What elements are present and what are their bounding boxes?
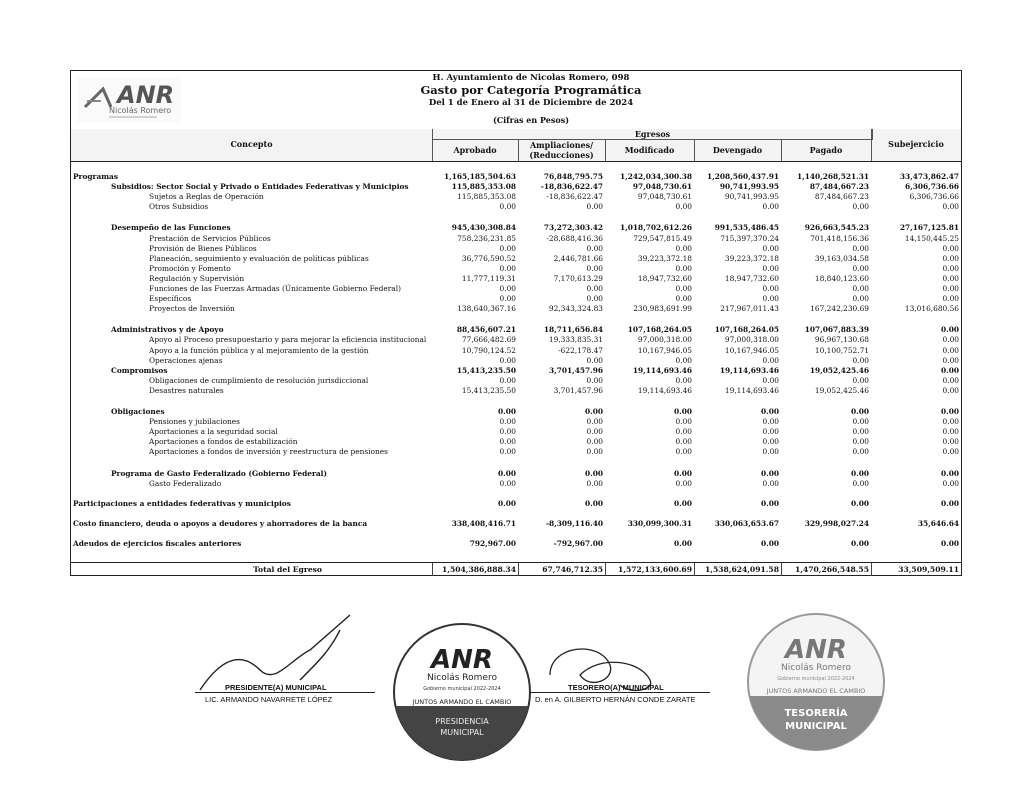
total-row [71, 562, 961, 576]
row-label: Operaciones ajenas [149, 355, 223, 365]
row-value: 0.00 [942, 478, 959, 488]
row-value: 0.00 [942, 253, 959, 263]
row-value: 19,114,693.46 [724, 385, 779, 395]
row-value: 0.00 [675, 417, 692, 427]
row-label: Subsidios: Sector Social y Privado o Entidades Federativas y Municipios [111, 182, 409, 192]
row-value: 0.00 [586, 447, 603, 457]
total-devengado: 1,538,624,091.58 [694, 563, 781, 576]
row-value: 1,140,268,521.31 [796, 172, 869, 181]
row-value: 330,099,300.31 [627, 518, 692, 528]
row-label: Obligaciones [111, 407, 165, 416]
row-value: 0.00 [586, 355, 603, 365]
row-value: 0.00 [675, 284, 692, 293]
row-value: 0.00 [852, 437, 869, 447]
row-value: 0.00 [850, 498, 869, 508]
row-label: Participaciones a entidades federativas y municipios [73, 498, 291, 508]
table-row [71, 172, 961, 182]
table-row [71, 304, 961, 314]
row-value: 0.00 [762, 447, 779, 457]
row-value: 19,114,693.46 [637, 385, 692, 395]
row-value: 0.00 [586, 375, 603, 385]
table-row [71, 447, 961, 457]
table-row [71, 356, 961, 366]
row-value: 0.00 [762, 478, 779, 488]
row-value: 90,741,993.95 [724, 192, 779, 202]
row-value: 330,063,653.67 [714, 518, 779, 528]
table-row [71, 366, 961, 376]
table-row [71, 469, 961, 479]
row-value: 10,167,946.05 [637, 345, 692, 355]
row-value: 0.00 [760, 407, 779, 416]
row-value: 36,776,590.52 [461, 253, 516, 263]
row-label: Planeación, seguimiento y evaluación de políticas públicas [149, 253, 369, 263]
svg-text:TESORERÍA: TESORERÍA [784, 708, 848, 719]
row-value: 73,272,303.42 [543, 223, 603, 233]
table-row [71, 254, 961, 264]
table-row [71, 264, 961, 274]
total-aprobado: 1,504,386,888.34 [432, 563, 518, 576]
row-label: Desempeño de las Funciones [111, 223, 231, 233]
total-ampliaciones: 67,746,712.35 [518, 563, 605, 576]
row-value: 0.00 [762, 417, 779, 427]
row-value: 0.00 [852, 447, 869, 457]
row-value: 0.00 [499, 437, 516, 447]
row-value: 0.00 [499, 478, 516, 488]
row-value: -18,836,622.47 [540, 182, 603, 192]
row-value: 0.00 [852, 375, 869, 385]
row-value: 0.00 [852, 202, 869, 212]
row-value: 88,456,607.21 [456, 325, 516, 335]
row-value: 0.00 [499, 427, 516, 437]
row-value: 0.00 [673, 538, 692, 548]
row-value: 19,114,693.46 [719, 365, 779, 375]
row-value: 14,150,445.25 [904, 233, 959, 243]
row-value: 3,701,457.96 [553, 385, 603, 395]
row-value: 0.00 [586, 243, 603, 253]
table-row [71, 284, 961, 294]
row-value: 0.00 [852, 355, 869, 365]
row-value: 0.00 [852, 478, 869, 488]
row-value: 0.00 [850, 538, 869, 548]
row-value: 0.00 [586, 417, 603, 427]
row-value: 0.00 [586, 263, 603, 273]
row-value: 991,535,486.45 [714, 223, 779, 233]
row-value: 0.00 [499, 355, 516, 365]
row-value: 19,114,693.46 [632, 365, 692, 375]
table-row [71, 244, 961, 254]
row-value: 27,167,125.81 [899, 223, 959, 233]
row-value: -622,178.47 [558, 345, 603, 355]
row-label: Desastres naturales [149, 385, 224, 395]
row-value: 7,170,613.29 [553, 273, 603, 283]
row-value: 2,446,781.66 [553, 253, 603, 263]
table-row [71, 192, 961, 202]
row-value: 0.00 [940, 365, 959, 375]
row-value: 0.00 [499, 284, 516, 293]
table-row [71, 519, 961, 529]
row-value: 0.00 [942, 345, 959, 355]
row-value: -18,836,622.47 [546, 192, 603, 202]
row-label: Compromisos [111, 365, 168, 375]
row-value: 0.00 [499, 263, 516, 273]
col-reducciones: (Reducciones) [529, 150, 594, 160]
svg-text:JUNTOS ARMANDO EL CAMBIO: JUNTOS ARMANDO EL CAMBIO [412, 698, 512, 706]
row-value: 167,242,230.69 [810, 304, 869, 314]
table-row [71, 182, 961, 192]
row-value: 0.00 [586, 284, 603, 293]
row-value: 0.00 [497, 468, 516, 478]
row-value: 230,983,691.99 [633, 304, 692, 314]
row-value: 13,016,680.56 [904, 304, 959, 314]
row-value: 0.00 [584, 498, 603, 508]
row-value: 0.00 [762, 437, 779, 447]
row-value: 0.00 [762, 202, 779, 212]
row-value: 0.00 [497, 407, 516, 416]
row-value: 39,223,372.18 [724, 253, 779, 263]
row-label: Específicos [149, 294, 192, 304]
row-value: 715,397,370.24 [720, 233, 779, 243]
org-name: H. Ayuntamiento de Nicolas Romero, 098 [432, 73, 630, 83]
row-value: 18,947,732.60 [724, 273, 779, 283]
svg-text:Nicolás Romero: Nicolás Romero [427, 673, 497, 683]
row-value: 0.00 [584, 407, 603, 416]
row-value: 0.00 [942, 447, 959, 457]
row-value: 0.00 [942, 202, 959, 212]
row-value: 338,408,416.71 [451, 518, 516, 528]
row-value: 115,885,353.08 [451, 182, 516, 192]
row-value: 97,000,318.00 [637, 335, 692, 345]
row-value: 10,100,752.71 [814, 345, 869, 355]
table-row [71, 417, 961, 427]
row-value: 0.00 [762, 284, 779, 293]
row-value: 96,967,130.68 [814, 335, 869, 345]
row-value: 0.00 [942, 385, 959, 395]
row-value: 107,168,264.05 [627, 325, 692, 335]
row-value: 0.00 [586, 294, 603, 304]
table-row [71, 437, 961, 447]
report-sheet [70, 70, 962, 576]
row-value: 115,885,353.08 [457, 192, 516, 202]
row-label: Costo financiero, deuda o apoyos a deudores y ahorradores de la banca [73, 518, 368, 528]
row-value: 0.00 [762, 427, 779, 437]
row-value: 0.00 [673, 407, 692, 416]
row-value: 33,473,862.47 [899, 172, 959, 181]
col-concepto: Concepto [230, 139, 273, 149]
row-value: 39,163,034.58 [814, 253, 869, 263]
row-value: 15,413,235.50 [461, 385, 516, 395]
row-value: 0.00 [850, 407, 869, 416]
table-row [71, 223, 961, 233]
row-value: 76,848,795.75 [543, 172, 603, 181]
row-value: 87,484,667.23 [814, 192, 869, 202]
row-value: 0.00 [675, 355, 692, 365]
row-label: Funciones de las Fuerzas Armadas (Únicamente Gobierno Federal) [149, 284, 401, 293]
row-label: Adeudos de ejercicios fiscales anteriores [73, 538, 242, 548]
col-aprobado: Aprobado [453, 145, 497, 155]
row-value: 90,741,993.95 [719, 182, 779, 192]
row-value: 0.00 [942, 243, 959, 253]
logo-brand: ANR [117, 81, 175, 109]
row-value: 1,165,185,504.63 [443, 172, 516, 181]
logo-town: Nicolás Romero [109, 106, 172, 115]
row-value: 0.00 [499, 294, 516, 304]
treasurer-name: D. en A. GILBERTO HERNÁN CONDE ZARATE [535, 695, 696, 704]
table-row [71, 479, 961, 489]
row-value: 701,418,156.36 [810, 233, 869, 243]
row-label: Pensiones y jubilaciones [149, 417, 240, 427]
president-name: LIC. ARMANDO NAVARRETE LÓPEZ [205, 695, 333, 704]
row-value: 0.00 [499, 417, 516, 427]
row-label: Aportaciones a fondos de estabilización [149, 437, 298, 447]
table-row [71, 427, 961, 437]
row-value: -28,688,416.36 [546, 233, 603, 243]
row-value: 97,048,730.61 [632, 182, 692, 192]
row-value: 0.00 [850, 468, 869, 478]
row-label: Apoyo a la función pública y al mejoramiento de la gestión [149, 345, 369, 355]
row-value: 3,701,457.96 [548, 365, 603, 375]
treasurer-title: TESORERO(A) MUNICIPAL [568, 683, 664, 692]
row-value: 0.00 [675, 243, 692, 253]
row-value: 0.00 [940, 407, 959, 416]
row-value: 0.00 [586, 202, 603, 212]
row-label: Aportaciones a la seguridad social [149, 427, 278, 437]
row-value: 19,052,425.46 [814, 385, 869, 395]
row-value: 107,067,883.39 [804, 325, 869, 335]
svg-text:MUNICIPAL: MUNICIPAL [785, 721, 847, 732]
row-label: Obligaciones de cumplimiento de resolución jurisdiccional [149, 375, 369, 385]
svg-text:ANR: ANR [431, 645, 493, 675]
total-subejercicio: 33,509,509.11 [871, 563, 961, 576]
row-value: 0.00 [675, 447, 692, 457]
row-value: 0.00 [760, 538, 779, 548]
row-value: 0.00 [762, 294, 779, 304]
row-value: 0.00 [675, 437, 692, 447]
row-value: 10,167,946.05 [724, 345, 779, 355]
svg-text:ANR: ANR [785, 635, 847, 665]
treasury-seal [746, 612, 886, 752]
row-value: 18,947,732.60 [637, 273, 692, 283]
column-header [71, 129, 961, 162]
svg-text:Nicolás Romero: Nicolás Romero [781, 663, 851, 673]
row-value: 0.00 [760, 498, 779, 508]
col-subejercicio: Subejercicio [888, 139, 944, 149]
president-title: PRESIDENTE(A) MUNICIPAL [225, 683, 327, 692]
col-devengado: Devengado [712, 145, 763, 155]
row-value: 0.00 [940, 498, 959, 508]
row-label: Sujetos a Reglas de Operación [149, 192, 264, 202]
row-value: 0.00 [942, 355, 959, 365]
row-value: 0.00 [497, 498, 516, 508]
row-value: 0.00 [762, 263, 779, 273]
row-value: 0.00 [942, 335, 959, 345]
row-value: 0.00 [852, 294, 869, 304]
row-value: 0.00 [852, 417, 869, 427]
row-value: 15,413,235.50 [456, 365, 516, 375]
row-value: 0.00 [942, 427, 959, 437]
row-value: 0.00 [852, 427, 869, 437]
row-value: 0.00 [499, 447, 516, 457]
row-value: 0.00 [940, 325, 959, 335]
table-row [71, 234, 961, 244]
row-value: 0.00 [673, 468, 692, 478]
row-label: Promoción y Fomento [149, 263, 231, 273]
row-value: 0.00 [762, 243, 779, 253]
row-value: 92,343,324.83 [548, 304, 603, 314]
row-label: Prestación de Servicios Públicos [149, 233, 271, 243]
row-value: 0.00 [586, 478, 603, 488]
municipality-logo [77, 77, 181, 123]
row-value: 18,840,123.60 [814, 273, 869, 283]
svg-text:JUNTOS ARMANDO EL CAMBIO: JUNTOS ARMANDO EL CAMBIO [766, 687, 866, 695]
row-value: 18,711,656.84 [543, 325, 603, 335]
table-row [71, 335, 961, 345]
table-row [71, 539, 961, 549]
row-value: 0.00 [942, 417, 959, 427]
table-row [71, 386, 961, 396]
row-label: Provisión de Bienes Públicos [149, 243, 257, 253]
row-value: 1,018,702,612.26 [619, 223, 692, 233]
row-value: 0.00 [499, 243, 516, 253]
col-egresos: Egresos [634, 129, 671, 139]
row-label: Proyectos de Inversión [149, 304, 235, 314]
row-value: 97,000,318.00 [724, 335, 779, 345]
row-value: 97,048,730.61 [637, 192, 692, 202]
total-modificado: 1,572,133,600.69 [605, 563, 694, 576]
row-value: 87,484,667.23 [809, 182, 869, 192]
row-value: 0.00 [852, 243, 869, 253]
row-value: 35,646.64 [917, 518, 959, 528]
row-value: 0.00 [942, 273, 959, 283]
row-label: Programa de Gasto Federalizado (Gobierno Federal) [111, 468, 327, 478]
row-value: 0.00 [942, 294, 959, 304]
row-label: Aportaciones a fondos de inversión y reestructura de pensiones [149, 447, 388, 457]
signature-line [195, 692, 375, 693]
row-value: 0.00 [852, 284, 869, 293]
row-value: -792,967.00 [553, 538, 603, 548]
egresos-band [432, 129, 873, 140]
row-value: 945,430,308.84 [451, 223, 516, 233]
row-value: 0.00 [499, 375, 516, 385]
report-units: (Cifras en Pesos) [492, 115, 570, 125]
row-value: 6,306,736.66 [909, 192, 959, 202]
row-label: Regulación y Supervisión [149, 273, 245, 283]
row-value: 0.00 [675, 427, 692, 437]
row-value: 0.00 [940, 538, 959, 548]
row-value: 6,306,736.66 [904, 182, 959, 192]
row-value: 0.00 [586, 437, 603, 447]
row-value: 0.00 [852, 263, 869, 273]
row-value: 758,236,231.85 [457, 233, 516, 243]
col-ampliaciones: Ampliaciones/ [529, 140, 594, 150]
total-pagado: 1,470,266,548.55 [781, 563, 871, 576]
table-row [71, 294, 961, 304]
row-value: 138,640,367.16 [457, 304, 516, 314]
table-row [71, 325, 961, 335]
svg-text:PRESIDENCIA: PRESIDENCIA [435, 717, 489, 726]
svg-text:Gobierno municipal 2022-2024: Gobierno municipal 2022-2024 [777, 676, 855, 682]
row-label: Apoyo al Proceso presupuestario y para mejorar la eficiencia institucional [149, 335, 427, 345]
row-value: 77,666,482.69 [461, 335, 516, 345]
table-row [71, 346, 961, 356]
col-pagado: Pagado [809, 145, 843, 155]
row-value: 0.00 [673, 498, 692, 508]
row-value: 0.00 [675, 263, 692, 273]
table-row [71, 376, 961, 386]
row-value: 0.00 [760, 468, 779, 478]
row-value: 729,547,815.49 [633, 233, 692, 243]
row-value: 19,052,425.46 [809, 365, 869, 375]
row-value: 0.00 [586, 427, 603, 437]
row-value: 0.00 [762, 375, 779, 385]
row-value: 0.00 [675, 202, 692, 212]
table-row [71, 274, 961, 284]
row-value: 0.00 [675, 294, 692, 304]
row-value: -8,309,116.40 [545, 518, 603, 528]
signature-line [530, 692, 710, 693]
row-value: 0.00 [942, 375, 959, 385]
row-value: 11,777,119.31 [461, 273, 516, 283]
row-value: 0.00 [762, 355, 779, 365]
row-value: 19,333,835.31 [548, 335, 603, 345]
row-value: 107,168,264.05 [714, 325, 779, 335]
report-header [71, 71, 961, 130]
presidency-seal [393, 618, 531, 766]
row-value: 926,663,545.23 [804, 223, 869, 233]
row-label: Programas [73, 172, 119, 181]
row-value: 329,998,027.24 [804, 518, 869, 528]
col-modificado: Modificado [624, 145, 675, 155]
svg-text:Gobierno municipal 2022-2024: Gobierno municipal 2022-2024 [423, 686, 501, 692]
row-value: 0.00 [940, 468, 959, 478]
row-value: 1,242,034,300.38 [619, 172, 692, 181]
table-row [71, 407, 961, 417]
row-label: Administrativos y de Apoyo [111, 325, 224, 335]
row-value: 0.00 [499, 202, 516, 212]
table-row [71, 499, 961, 509]
row-label: Gasto Federalizado [149, 478, 222, 488]
row-value: 0.00 [675, 375, 692, 385]
row-value: 1,208,560,437.91 [706, 172, 779, 181]
row-value: 39,223,372.18 [637, 253, 692, 263]
report-period: Del 1 de Enero al 31 de Diciembre de 2024 [428, 98, 634, 108]
report-title: Gasto por Categoría Programática [420, 83, 642, 97]
row-value: 792,967.00 [469, 538, 516, 548]
svg-text:MUNICIPAL: MUNICIPAL [440, 728, 484, 737]
total-label: Total del Egreso [253, 565, 322, 574]
row-value: 10,790,124.52 [461, 345, 516, 355]
row-value: 0.00 [942, 284, 959, 293]
row-value: 217,967,011.43 [720, 304, 779, 314]
table-row [71, 202, 961, 212]
row-label: Otros Subsidios [149, 202, 209, 212]
row-value: 0.00 [584, 468, 603, 478]
row-value: 0.00 [675, 478, 692, 488]
row-value: 0.00 [942, 437, 959, 447]
row-value: 0.00 [942, 263, 959, 273]
